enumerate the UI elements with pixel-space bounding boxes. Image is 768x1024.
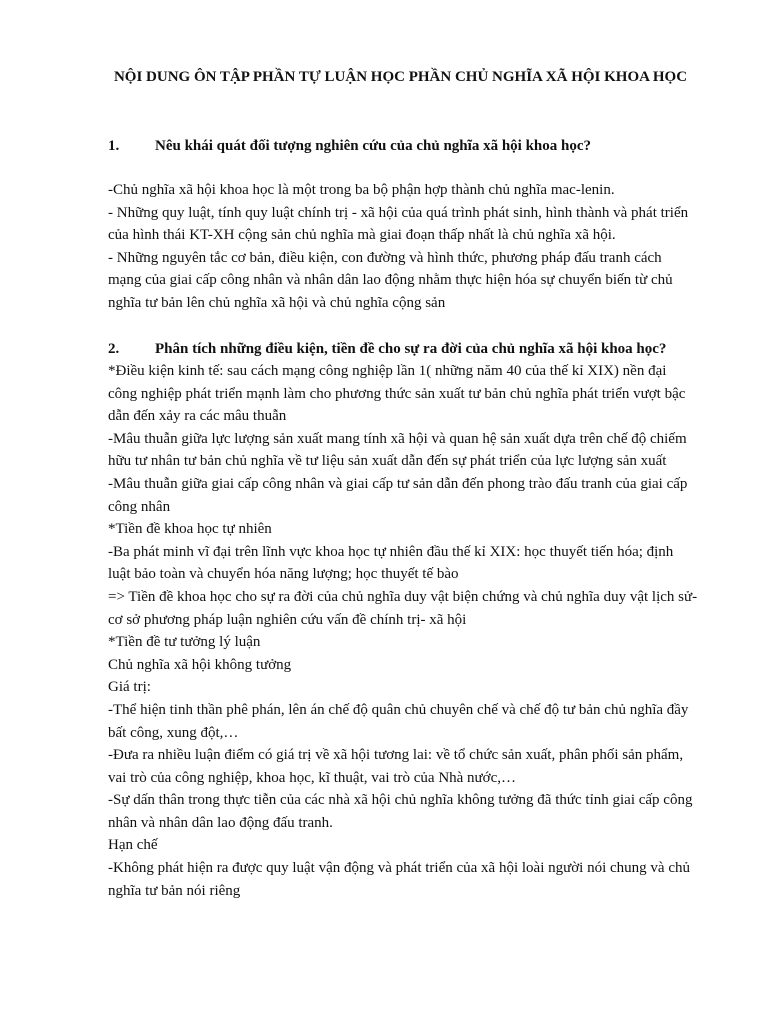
- section-2-heading: [108, 339, 708, 359]
- section-2-paragraph-9: Giá trị:: [108, 679, 151, 696]
- section-2-paragraph-12: -Sự dấn thân trong thực tiễn của các nhà xã hội chủ nghĩa không tưởng đã thức tỉnh giai cấp công nhân và nhân dân lao động đấu tranh.: [108, 792, 693, 831]
- section-1-paragraph-1: -Chủ nghĩa xã hội khoa học là một trong ba bộ phận hợp thành chủ nghĩa mac-lenin.: [108, 182, 615, 198]
- section-2-paragraph-2: -Mâu thuẫn giữa lực lượng sản xuất mang tính xã hội và quan hệ sản xuất dựa trên chế độ chiếm hữu tư nhân tư bản chủ nghĩa về tư liệu sản xuất dẫn đến sự phát triển của lực lượng sản xuất: [108, 430, 687, 470]
- section-2-body: [108, 360, 698, 902]
- section-2-paragraph-11: -Đưa ra nhiều luận điểm có giá trị về xã hội tương lai: về tổ chức sản xuất, phân phối sản phẩm, vai trò của công nghiệp, khoa học, kĩ thuật, vai trò của Nhà nước,…: [108, 747, 684, 786]
- section-2-paragraph-13: Hạn chế: [108, 837, 158, 854]
- section-1-paragraph-2: - Những quy luật, tính quy luật chính trị - xã hội của quá trình phát sinh, hình thành và phát triển của hình thái KT-XH cộng sản chủ nghĩa mà giai đoạn thấp nhất là chủ nghĩa xã hội.: [108, 204, 689, 244]
- section-2-paragraph-1: *Điều kiện kinh tế: sau cách mạng công nghiệp lần 1( những năm 40 của thế kỉ XIX) nền đại công nghiệp phát triển mạnh làm cho phương thức sản xuất tư bản chủ nghĩa phát triển vượt bậc dẫn đến xảy ra các mâu thuẫn: [108, 363, 686, 425]
- section-2-paragraph-7: *Tiền đề tư tưởng lý luận: [108, 634, 261, 651]
- section-2-paragraph-8: Chủ nghĩa xã hội không tưởng: [108, 656, 292, 673]
- section-2-number: 2.: [108, 341, 120, 357]
- section-2-paragraph-10: -Thể hiện tinh thần phê phán, lên án chế độ quân chủ chuyên chế và chế độ tư bản chủ nghĩa đầy bất công, xung đột,…: [108, 701, 689, 741]
- section-2-paragraph-4: *Tiền đề khoa học tự nhiên: [108, 521, 272, 538]
- section-2-paragraph-5: -Ba phát minh vĩ đại trên lĩnh vực khoa học tự nhiên đầu thế kỉ XIX: học thuyết tiến hóa; định luật bảo toàn và chuyển hóa năng lượng; học thuyết tế bào: [108, 543, 674, 583]
- section-2-paragraph-6: => Tiền đề khoa học cho sự ra đời của chủ nghĩa duy vật biện chứng và chủ nghĩa duy vật lịch sử-cơ sở phương pháp luận nghiên cứu vấn đề chính trị- xã hội: [108, 588, 698, 628]
- section-1-heading-text: Nêu khái quát đối tượng nghiên cứu của chủ nghĩa xã hội khoa học?: [155, 138, 592, 154]
- section-1-body: [108, 179, 698, 315]
- section-2-heading-text: Phân tích những điều kiện, tiền đề cho sự ra đời của chủ nghĩa xã hội khoa học?: [155, 341, 667, 357]
- section-2-paragraph-14: -Không phát hiện ra được quy luật vận động và phát triển của xã hội loài người nói chung và chủ nghĩa tư bản nói riêng: [108, 860, 690, 899]
- document-title: NỘI DUNG ÔN TẬP PHẦN TỰ LUẬN HỌC PHẦN CHỦ NGHĨA XÃ HỘI KHOA HỌC: [113, 69, 688, 85]
- section-1-paragraph-3: - Những nguyên tắc cơ bản, điều kiện, con đường và hình thức, phương pháp đấu tranh cách mạng của giai cấp công nhân và nhân dân lao động nhằm thực hiện hóa sự chuyển biến từ chủ nghĩa tư bản lên chủ nghĩa xã hội và chủ nghĩa cộng sản: [108, 249, 673, 311]
- section-1-heading: [108, 136, 708, 156]
- section-1-number: 1.: [108, 138, 120, 154]
- section-2-paragraph-3: -Mâu thuẫn giữa giai cấp công nhân và giai cấp tư sản dẫn đến phong trào đấu tranh của giai cấp công nhân: [108, 475, 688, 515]
